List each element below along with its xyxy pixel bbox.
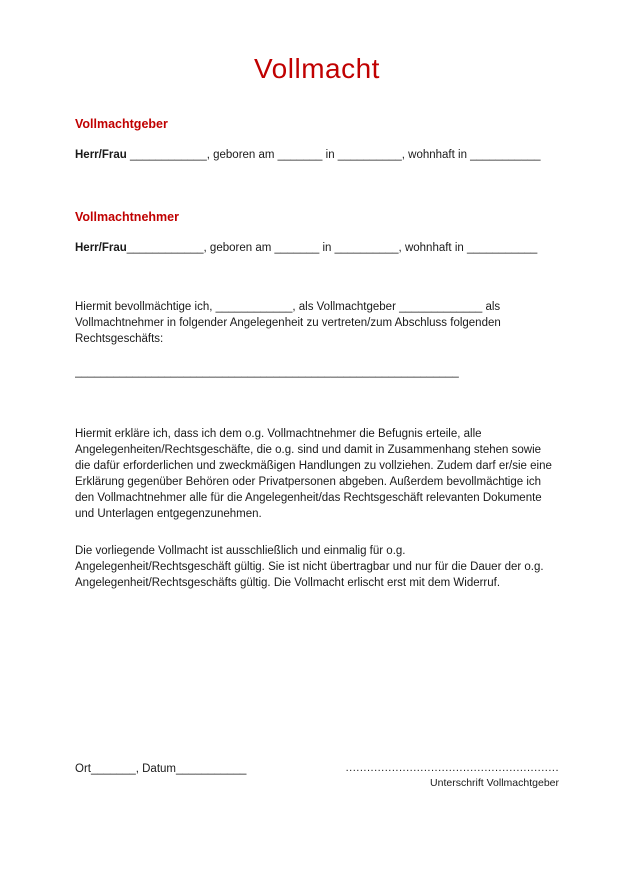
signature-dotted-line: ............................................................ [345,762,559,774]
grantee-section [75,209,559,256]
place-date-line: Ort_______, Datum___________ [75,763,247,775]
grantor-section [75,116,559,163]
grantee-details-blanks: ____________, geboren am _______ in __________, wohnhaft in ___________ [126,242,538,254]
grantee-heading: Vollmachtnehmer [75,210,179,224]
document-title: Vollmacht [254,53,380,84]
footer-row [75,761,559,791]
grantor-heading: Vollmachtgeber [75,117,168,131]
grantee-details-line [75,240,559,256]
subject-fill-line: ____________________________________________________________ [75,366,459,378]
signature-block [346,761,559,791]
grantor-details-line [75,147,559,163]
grantor-details-blanks: ____________, geboren am _______ in __________, wohnhaft in ___________ [126,149,541,161]
grantor-salutation: Herr/Frau [75,149,127,161]
grantee-salutation: Herr/Frau [75,242,127,254]
authorization-paragraph: Hiermit bevollmächtige ich, ____________, als Vollmachtgeber _____________ als Vollmachtnehmer in folgender Angelegenheit zu vertreten/zum Abschluss folgenden Rechtsgeschäfts: [75,301,501,345]
validity-paragraph: Die vorliegende Vollmacht ist ausschließlich und einmalig für o.g. Angelegenheit/Rechtsgeschäft gültig. Sie ist nicht übertragbar und nur für die Dauer der o.g. Angelegenheit/Rechtsgeschäfts gültig. Die Vollmacht erlischt erst mit dem Widerruf. [75,545,544,589]
powers-paragraph: Hiermit erkläre ich, dass ich dem o.g. Vollmachtnehmer die Befugnis erteile, alle Angelegenheiten/Rechtsgeschäfte, die o.g. sind und damit in Zusammenhang stehen sowie die dafür erforderlichen und zweckmäßigen Handlungen zu vollziehen. Zudem darf er/sie eine Erklärung gegenüber Behören oder Privatpersonen abgeben. Außerdem bevollmächtige ich den Vollmachtnehmer alle für die Angelegenheit/das Rechtsgeschäft relevanten Dokumente und Unterlagen entgegenzunehmen. [75,428,552,520]
signature-label: Unterschrift Vollmachtgeber [430,777,559,789]
